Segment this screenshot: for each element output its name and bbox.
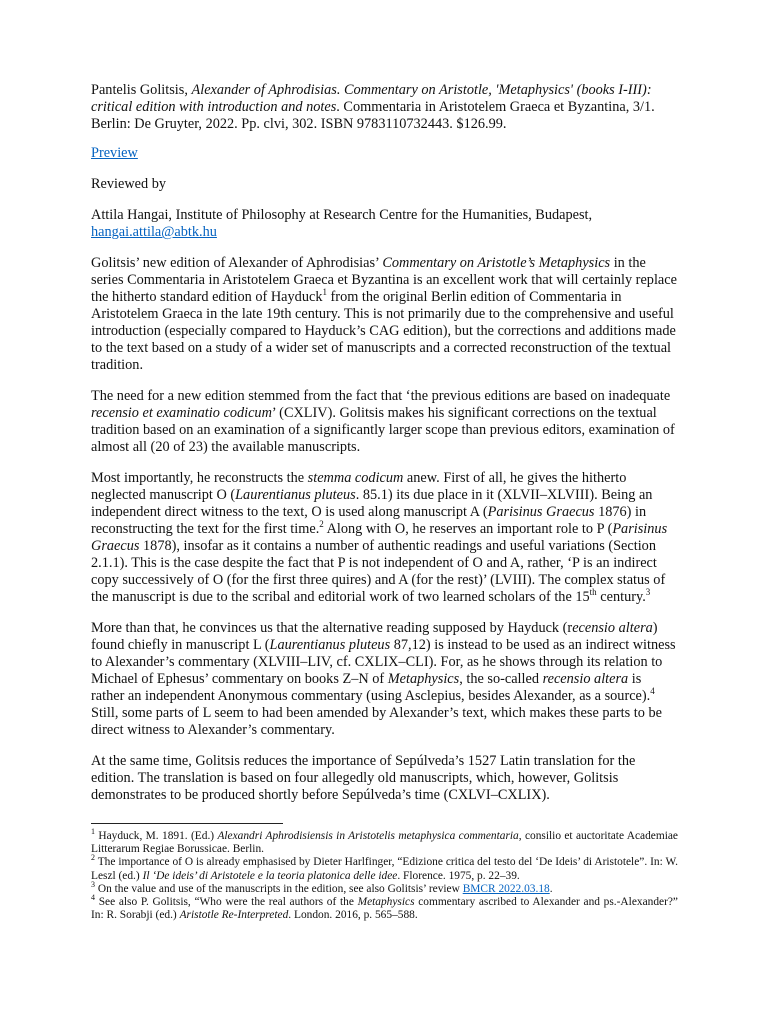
italic-run: Laurentianus pluteus: [235, 487, 356, 503]
text-run: . Florence. 1975, p. 22–39.: [397, 869, 520, 882]
footnote-number: 2: [91, 853, 95, 863]
citation-title: Alexander of Aphrodisias. Commentary on Aristotle, 'Metaphysics' (books I-III): critical edition with introduction and notes: [91, 82, 652, 115]
footnote-number: 4: [91, 893, 95, 903]
review-paragraph-2: [91, 388, 678, 456]
footnote-1: [91, 827, 678, 856]
text-run: Golitsis’ new edition of Alexander of Aphrodisias’: [91, 255, 383, 271]
text-run: in the series Commentaria in Aristotelem Graeca et Byzantina is an excellent work that will certainly replace the hitherto standard edition of Hayduck: [91, 255, 677, 305]
italic-run: Metaphysics: [387, 671, 460, 687]
italic-run: Aristotle Re-Interpreted: [179, 909, 289, 922]
text-run: , the so-called: [459, 671, 543, 687]
italic-run: Il ‘De ideis’ di Aristotele e la teoria platonica delle idee: [142, 869, 398, 882]
text-run: See also P. Golitsis, “Who were the real authors of the: [95, 896, 358, 909]
italic-run: Parisinus Graecus: [487, 504, 595, 520]
italic-run: recensio altera: [542, 671, 629, 687]
italic-run: Metaphysics: [357, 896, 415, 909]
italic-run: stemma codicum: [307, 470, 404, 486]
text-run: More than that, he convinces us that the alternative reading supposed by Hayduck (r: [91, 620, 573, 636]
text-run: is rather an independent Anonymous commentary (using Asclepius, besides Alexander, as a source).: [91, 671, 651, 704]
text-run: .: [549, 882, 553, 895]
footnote-ref-3: 3: [645, 587, 651, 598]
footnote-number: 3: [91, 880, 95, 890]
book-citation: [91, 82, 678, 133]
preview-link[interactable]: Preview: [91, 145, 138, 161]
text-run: 1876) in reconstructing the text for the first time.: [91, 504, 647, 537]
italic-run: recensio et examinatio codicum: [91, 405, 272, 421]
text-run: century.: [596, 589, 646, 605]
review-paragraph-1: [91, 255, 678, 374]
italic-run: Alexandri Aphrodisiensis in Aristotelis metaphysica commentaria: [217, 830, 519, 842]
text-run: Along with O, he reserves an important role to P (: [323, 521, 613, 537]
text-run: , consilio et auctoritate Academiae Litterarum Regiae Borussicae. Berlin.: [91, 830, 678, 856]
italic-run: Parisinus Graecus: [91, 521, 668, 554]
footnote-4: [91, 893, 678, 922]
text-run: . 85.1) its due place in it (XLVII–XLVIII). Being an independent direct witness to the text, O is used along manuscript A (: [91, 487, 653, 520]
footnote-2: [91, 853, 678, 882]
italic-run: Laurentianus pluteus: [269, 637, 391, 653]
footnotes: [91, 827, 678, 922]
text-run: The need for a new edition stemmed from the fact that ‘the previous editions are based on inadequate: [91, 388, 671, 404]
reviewer-email-link[interactable]: hangai.attila@abtk.hu: [91, 224, 217, 240]
italic-run: Commentary on Aristotle’s Metaphysics: [382, 255, 611, 271]
citation-author: Pantelis Golitsis,: [91, 82, 192, 98]
footnote-ref-4: 4: [650, 686, 655, 697]
citation-details: . Commentaria in Aristotelem Graeca et Byzantina, 3/1. Berlin: De Gruyter, 2022. Pp. clvi, 302. ISBN 9783110732443. $126.99.: [91, 99, 655, 132]
text-run: ’ (CXLIV). Golitsis makes his significant corrections on the textual tradition based on an examination of a significantly larger scope than previous editors, examination of almost all (20 of 23) the available manuscripts.: [91, 405, 675, 455]
review-paragraph-5: At the same time, Golitsis reduces the importance of Sepúlveda’s 1527 Latin translation for the edition. The translation is based on four allegedly old manuscripts, which, however, Golitsis demonstrates to be produced shortly before Sepúlveda’s time (CXLVI–CXLIX).: [91, 753, 636, 803]
review-paragraph-3: [91, 470, 678, 606]
text-run: from the original Berlin edition of Commentaria in Aristotelem Graeca in the late 19th century. This is not primarily due to the comprehensive and useful introduction (especially compared to Hayduck’s CAG edition), but the corrections and additions made to the text based on a study of a wider set of manuscripts and a corrected reconstruction of the textual tradition.: [91, 289, 676, 373]
text-run: commentary ascribed to Alexander and ps.-Alexander?” In: R. Sorabji (ed.): [91, 896, 678, 922]
text-run: anew. First of all, he gives the hitherto neglected manuscript O (: [91, 470, 627, 503]
italic-run: ecensio altera: [572, 620, 653, 636]
reviewer-affiliation: Attila Hangai, Institute of Philosophy at Research Centre for the Humanities, Budapest,: [91, 207, 593, 223]
text-run: 87,12) is instead to be used as an indirect witness to Alexander’s commentary (XLVIII–LIV, cf. CXLIX–CLI). For, as he shows through its relation to Michael of Ephesus’ commentary on books Z–N of: [91, 637, 676, 687]
footnote-3: [91, 880, 678, 896]
footnote-ref-1: 1: [322, 287, 327, 298]
reviewer-info: [91, 207, 678, 241]
text-run: ) found chiefly in manuscript L (: [91, 620, 658, 653]
text-run: Still, some parts of L seem to had been amended by Alexander’s text, which makes these parts to be direct witness to Alexander’s commentary.: [91, 705, 662, 738]
text-run: Hayduck, M. 1891. (Ed.): [95, 830, 218, 842]
text-run: On the value and use of the manuscripts in the edition, see also Golitsis’ review: [95, 882, 463, 895]
ordinal-suffix: th: [589, 587, 597, 598]
text-run: 1878), insofar as it contains a number of authentic readings and useful variations (Section 2.1.1). This is the case despite the fact that P is not independent of O and A, rather, ‘P is an indirect copy successively of O (for the first three quires) and A (for the rest)’ (LVIII). The complex status of the manuscript is due to the scribal and editorial work of two learned scholars of the 15: [91, 538, 666, 605]
reviewed-by-label: Reviewed by: [91, 176, 167, 192]
text-run: . London. 2016, p. 565–588.: [288, 909, 418, 922]
review-paragraph-4: [91, 620, 678, 739]
footnote-ref-2: 2: [319, 519, 324, 530]
bmcr-review-link[interactable]: BMCR 2022.03.18: [462, 882, 550, 895]
footnote-number: 1: [91, 827, 95, 837]
text-run: Most importantly, he reconstructs the: [91, 470, 308, 486]
text-run: The importance of O is already emphasised by Dieter Harlfinger, “Edizione critica del testo del ‘De Ideis’ di Aristotele”. In: W. Leszl (ed.): [91, 856, 678, 882]
preview-paragraph: [91, 145, 678, 162]
footnote-separator: [91, 823, 283, 824]
